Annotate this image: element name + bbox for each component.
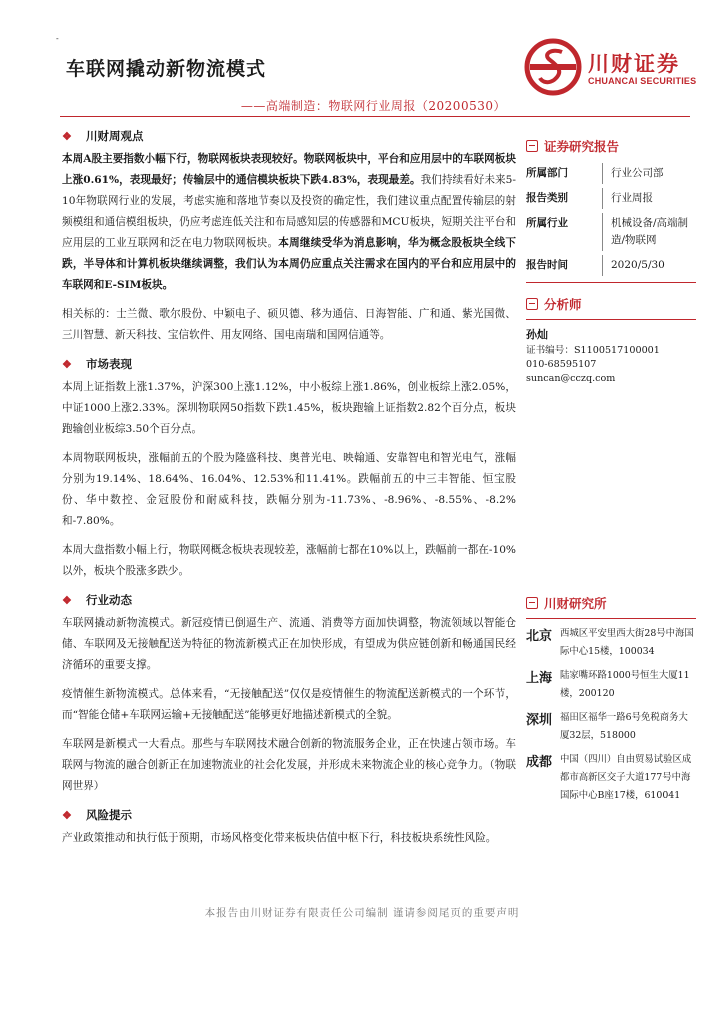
analyst-heading: 分析师 [526,295,696,313]
section-heading-view: ❖ 川财周观点 [62,126,516,147]
industry-paragraph-2: 疫情催生新物流模式。总体来看，“无接触配送”仅仅是疫情催生的物流配送新模式的一个环节，而“智能仓储+车联网运输+无接触配送”能够更好地描述新模式的全貌。 [62,688,516,721]
info-row-department: 所属部门 行业公司部 [526,163,696,184]
analyst-email[interactable]: suncan@cczq.com [526,373,616,384]
market-paragraph-2: 本周物联网板块，涨幅前五的个股为隆盛科技、奥普光电、映翰通、安靠智电和智光电气，涨幅分别为19.14%、18.64%、16.04%、12.53%和11.41%。跌幅前五的中三丰智能、恒宝股份、华中数控、金冠股份和耐威科技，跌幅分别为-11.73%、-8.96%、-8.55%、-8.2%和-7.80%。 [62,452,516,527]
market-paragraph-1: 本周上证指数上涨1.37%，沪深300上涨1.12%，中小板综上涨1.86%，创业板综上涨2.05%，中证1000上涨2.33%。深圳物联网50指数下跌1.45%，板块跑输上证指数2.82个百分点，板块跑输创业板综3.50个百分点。 [62,381,516,435]
section-box-icon [526,597,538,609]
office-chengdu: 成都 中国（四川）自由贸易试验区成都市高新区交子大道177号中海国际中心B座17楼，610041 [526,754,692,801]
info-row-industry: 所属行业 机械设备/高端制造/物联网 [526,213,696,251]
market-paragraph-3: 本周大盘指数小幅上行，物联网概念板块表现较差，涨幅前七都在10%以上，跌幅前一都在-10%以外，板块个股涨多跌少。 [62,544,516,577]
diamond-bullet-icon: ❖ [62,130,72,143]
related-stocks: 相关标的：士兰微、歌尔股份、中颖电子、硕贝德、移为通信、日海智能、广和通、紫光国微、三川智慧、新天科技、宝信软件、用友网络、国电南瑞和国网信通等。 [62,308,516,341]
sidebar-divider [526,319,696,320]
sidebar-divider [526,282,696,283]
view-paragraph: 本周A股主要指数小幅下行，物联网板块表现较好。物联网板块中，平台和应用层中的车联网板块上涨0.61%，表现最好；传输层中的通信模块板块下跌4.83%，表现最差。我们持续看好未来5-10年物联网行业的发展，考虑实施和落地节奏以及投资的确定性，我们建议重点配置传输层的射频模组和通信模组板块，仍应考虑连低关注和布局感知层的传感器和MCU板块，短期关注平台和应用层的工业互联网和泛在电力物联网板块。本周继续受华为消息影响，华为概念股板块全线下跌，半导体和计算机板块继续调整，我们认为本周仍应重点关注需求在国内的平台和应用层中的车联网和E-SIM板块。 [62,153,516,291]
industry-paragraph-3: 车联网是新模式一大看点。那些与车联网技术融合创新的物流服务企业，正在快速占领市场。车联网与物流的融合创新正在加速物流业的社会化发展，并形成未来物流企业的核心竞争力。（物联网世界） [62,738,516,792]
sidebar [526,137,696,811]
office-shanghai: 上海 陆家嘴环路1000号恒生大厦11楼，200120 [526,670,690,699]
analyst-name: 孙灿 [526,328,548,341]
report-subtitle: ——高端制造：物联网行业周报（20200530） [240,99,506,113]
section-box-icon [526,140,538,152]
corner-mark: - [56,34,59,43]
diamond-bullet-icon: ❖ [62,809,72,822]
sidebar-divider [526,618,696,619]
office-shenzhen: 深圳 福田区福华一路6号免税商务大厦32层，518000 [526,712,688,741]
risk-paragraph: 产业政策推动和执行低于预期，市场风格变化带来板块估值中枢下行，科技板块系统性风险。 [62,832,497,844]
report-title: 车联网撬动新物流模式 [66,58,267,80]
office-beijing: 北京 西城区平安里西大街28号中海国际中心15楼，100034 [526,628,694,657]
institute-heading: 川财研究所 [526,594,696,612]
industry-paragraph-1: 车联网撬动新物流模式。新冠疫情已倒逼生产、流通、消费等方面加快调整，物流领域以智能仓储、车联网及无接触配送为特征的物流新模式正在加快形成，有望成为供应链创新和畅通国民经济循环的重要支撑。 [62,617,516,671]
info-row-category: 报告类别 行业周报 [526,188,696,209]
section-heading-risk: ❖ 风险提示 [62,805,516,826]
report-info-heading: 证券研究报告 [526,137,696,155]
diamond-bullet-icon: ❖ [62,358,72,371]
section-box-icon [526,298,538,310]
analyst-phone: 010-68595107 [526,359,597,370]
header-divider [60,116,690,117]
chuancai-logo-icon [524,38,584,96]
footer-disclaimer: 本报告由川财证券有限责任公司编制 谨请参阅尾页的重要声明 [204,907,520,919]
section-heading-industry: ❖ 行业动态 [62,590,516,611]
logo-text-en: CHUANCAI SECURITIES [588,76,697,86]
diamond-bullet-icon: ❖ [62,594,72,607]
section-heading-market: ❖ 市场表现 [62,354,516,375]
analyst-cert: 证书编号：S1100517100001 [526,345,660,356]
info-row-date: 报告时间 2020/5/30 [526,255,696,276]
main-column [62,126,516,857]
logo-text-zh: 川财证券 [588,52,680,76]
